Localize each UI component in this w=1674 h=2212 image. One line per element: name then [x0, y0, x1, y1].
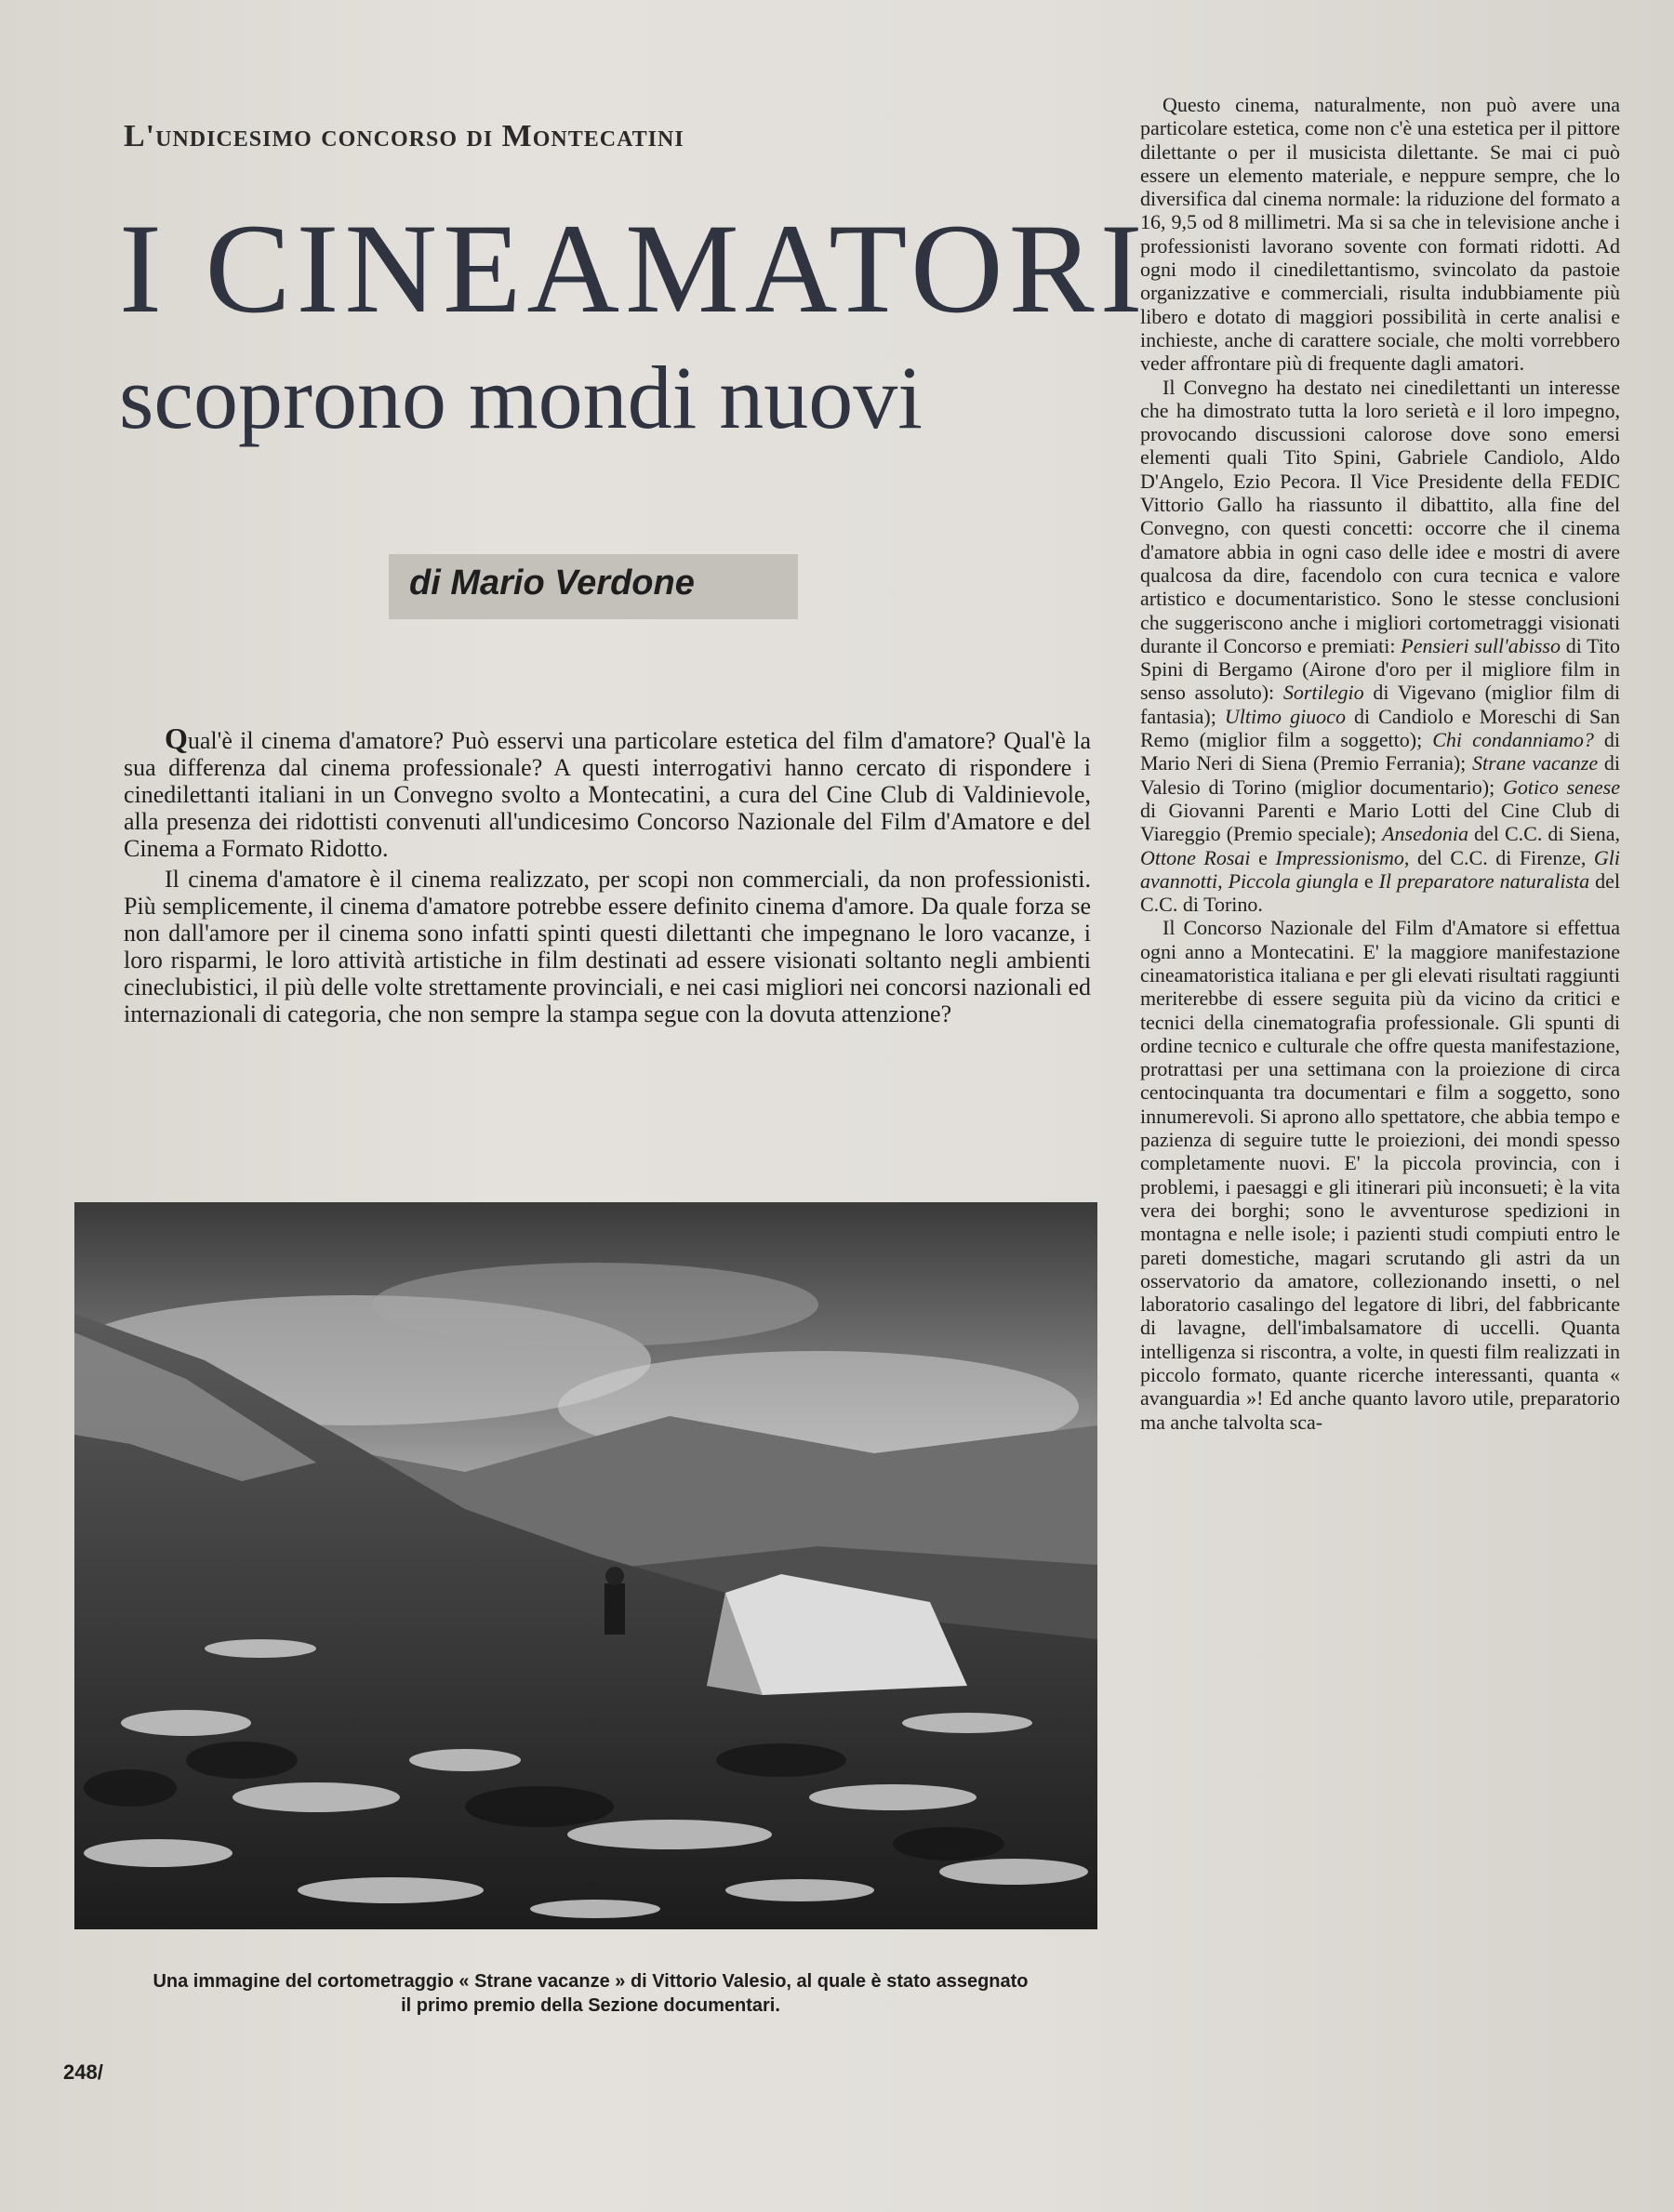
- film-title: Ansedonia: [1382, 822, 1468, 846]
- column-text: e: [1250, 845, 1276, 869]
- intro-paragraph-1-text: ual'è il cinema d'amatore? Può esservi una particolare estetica del film d'amatore? Qual'è la sua differenza dal cinema professionale? A questi interrogativi hanno cercato di rispondere i cinedilettanti italiani in un Convegno svolto a Montecatini, a cura del Cine Club di Valdinievole, alla presenza dei ridottisti convenuti all'undicesimo Concorso Nazionale del Film d'Amatore e del Cinema a Formato Ridotto.: [124, 727, 1091, 862]
- film-title: Impressionismo: [1275, 845, 1404, 869]
- film-title: Piccola giungla: [1228, 868, 1359, 893]
- film-still-photo: [74, 1202, 1097, 1929]
- right-column-text: [1140, 93, 1620, 1434]
- column-paragraph-3: Il Concorso Nazionale del Film d'Amatore si effettua ogni anno a Montecatini. E' la maggiore manifestazione cineamatoristica italiana e per gli elevati risultati raggiunti meriterebbe di essere seguita più da vicino da critici e tecnici della cinematografia professionale. Gli spunti di ordine tecnico e culturale che offre questa manifestazione, protrattasi per una settimana con la proiezione di circa centocinquanta tra documentari e film a soggetto, sono innumerevoli. Si aprono allo spettatore, che abbia tempo e pazienza di seguire tutte le proiezioni, dei mondi spesso completamente nuovi. E' la piccola provincia, con i problemi, i paesaggi e gli itinerari più inconsueti; è la vita vera dei borghi; sono le avventurose spedizioni in montagna e nelle isole; i pazienti studi compiuti entro le pareti domestiche, magari scrutando gli astri da un osservatorio da amatore, collezionando insetti, o nel laboratorio casalingo del legatore di libri, del fabbricante di lavagne, dell'imbalsamatore di uccelli. Quanta intelligenza si riscontra, a volte, in questi film realizzati in piccolo formato, quante ricerche interessanti, quanta « avanguardia »! Ed anche quanto lavoro utile, preparatorio ma anche talvolta sca-: [1140, 916, 1620, 1434]
- photo-caption: [65, 1969, 1116, 2018]
- mountain-tent-image: [74, 1202, 1097, 1929]
- column-text: di Mario Neri di Siena (Premio Ferrania);: [1140, 728, 1620, 775]
- column-paragraph-1: Questo cinema, naturalmente, non può avere una particolare estetica, come non c'è una estetica per il pittore dilettante o per il musicista dilettante. Se mai ci può essere un elemento materiale, e neppure sempre, che lo diversifica dal cinema normale: la riduzione del formato a 16, 9,5 od 8 millimetri. Ma si sa che in televisione anche i professionisti lavorano sovente con formati ridotti. Ad ogni modo il cinedilettantismo, svincolato da pastoie organizzative e commerciali, risulta indubbiamente più libero e dotato di maggiori possibilità in certe analisi e inchieste, anche di carattere sociale, che molti vorrebbero veder affrontare più di frequente dagli amatori.: [1140, 93, 1620, 376]
- film-title: Ottone Rosai: [1140, 845, 1251, 869]
- article-title: I CINEAMATORI: [119, 197, 1149, 339]
- column-text: del C.C. di Siena,: [1468, 822, 1620, 846]
- column-text: di Giovanni Parenti e Mario Lotti del Cine Club di Viareggio (Premio speciale);: [1140, 798, 1620, 846]
- column-text: di Tito Spini di Bergamo (Airone d'oro per il migliore film in senso assoluto):: [1140, 633, 1621, 705]
- photo-caption-line-2: il primo premio della Sezione documentari.: [401, 1995, 780, 2016]
- film-title: Chi condanniamo?: [1432, 728, 1594, 752]
- film-title: Il preparatore naturalista: [1378, 868, 1590, 893]
- film-title: Strane vacanze: [1472, 751, 1599, 775]
- column-text: , del C.C. di Firenze,: [1403, 845, 1594, 869]
- column-text: di Vigevano (miglior film di fantasia);: [1140, 681, 1620, 728]
- article-subtitle: scoprono mondi nuovi: [119, 348, 923, 447]
- intro-text: [124, 722, 1091, 1031]
- film-title: Gli avannotti: [1140, 845, 1621, 893]
- column-text: ,: [1217, 868, 1229, 893]
- article-kicker: L'undicesimo concorso di Montecatini: [124, 119, 684, 153]
- column-text: di Candiolo e Moreschi di San Remo (miglior film a soggetto);: [1140, 704, 1620, 752]
- page-number: 248/: [63, 2060, 103, 2084]
- photo-caption-line-1: Una immagine del cortometraggio « Strane vacanze » di Vittorio Valesio, al quale è stato assegnato: [153, 1971, 1029, 1992]
- drop-cap: Q: [165, 722, 188, 755]
- column-text: di Valesio di Torino (miglior documentario);: [1140, 751, 1620, 799]
- film-title: Gotico senese: [1502, 775, 1620, 799]
- film-title: Pensieri sull'abisso: [1401, 633, 1561, 657]
- film-title: Sortilegio: [1282, 681, 1364, 705]
- column-paragraph-2-intro: Il Convegno ha destato nei cinedilettanti un interesse che ha dimostrato tutta la loro serietà e il loro impegno, provocando discussioni calorose dove sono emersi elementi quali Tito Spini, Gabriele Candiolo, Aldo D'Angelo, Ezio Pecora. Il Vice Presidente della FEDIC Vittorio Gallo ha riassunto il dibattito, alla fine del Convegno, con questi concetti: occorre che il cinema d'amatore abbia in ogni caso delle idee e mostri di avere qualcosa da dire, facendolo con cura tecnica e valore artistico e documentaristico. Sono le stesse conclusioni che suggeriscono anche i migliori cortometraggi visionati durante il Concorso e premiati:: [1140, 375, 1620, 657]
- intro-paragraph-2: Il cinema d'amatore è il cinema realizzato, per scopi non commerciali, da non professionisti. Più semplicemente, il cinema d'amatore potrebbe essere definito cinema d'amore. Da quale forza se non dall'amore per il cinema sono infatti spinti questi dilettanti che impegnano le loro vacanze, i loro risparmi, le loro attività artistiche in film destinati ad essere visionati soltanto negli ambienti cineclubistici, il più delle volte strettamente provinciali, e nei casi migliori nei concorsi nazionali ed internazionali di categoria, che non sempre la stampa segue con la dovuta attenzione?: [124, 866, 1091, 1027]
- column-text: e: [1358, 868, 1379, 893]
- column-paragraph-2: [1140, 376, 1620, 917]
- film-title: Ultimo giuoco: [1224, 704, 1346, 728]
- column-text: del C.C. di Torino.: [1140, 868, 1620, 917]
- byline: di Mario Verdone: [389, 554, 798, 619]
- intro-paragraph-1: [124, 722, 1091, 862]
